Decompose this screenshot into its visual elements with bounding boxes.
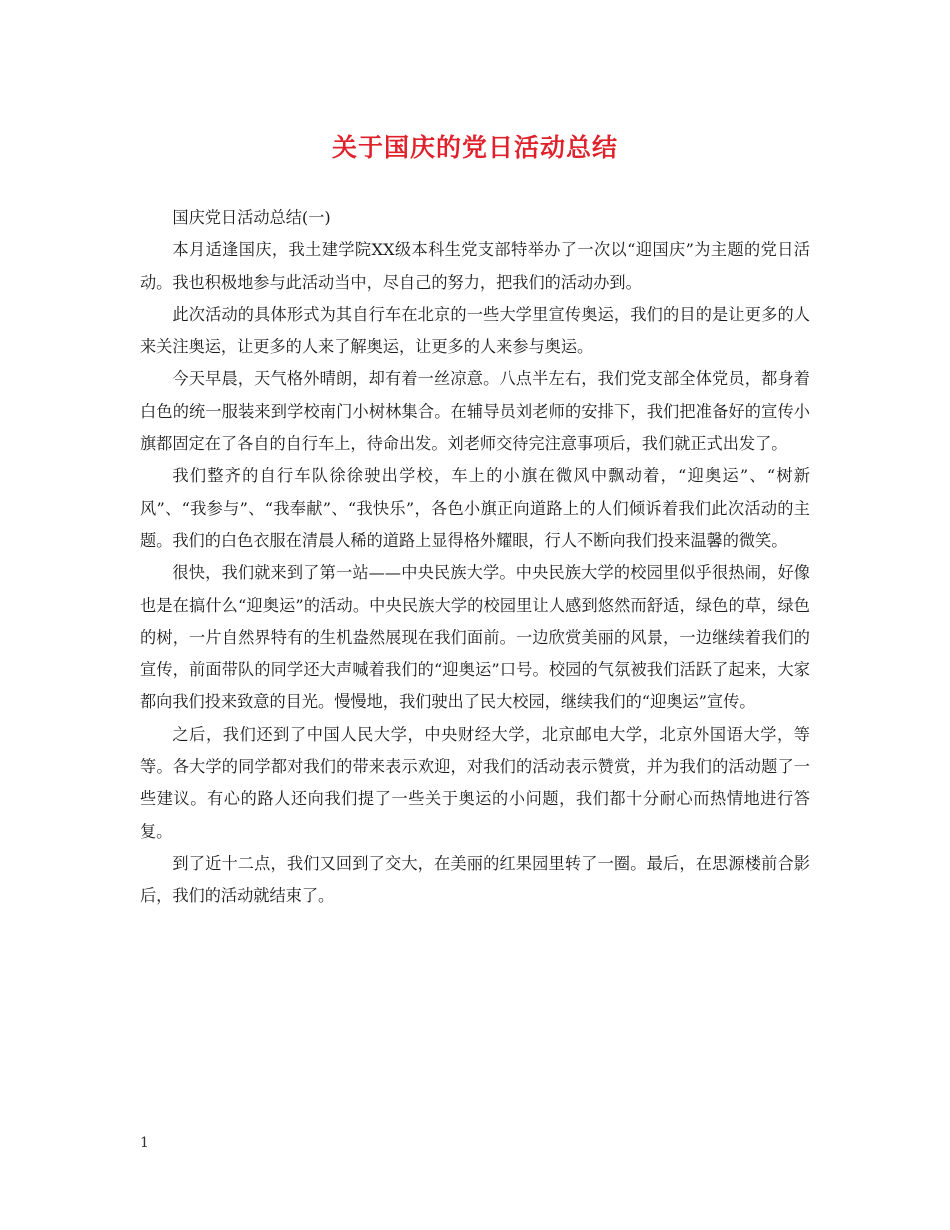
- paragraph: 很快，我们就来到了第一站——中央民族大学。中央民族大学的校园里似乎很热闹，好像也是在搞什么“迎奥运”的活动。中央民族大学的校园里让人感到悠然而舒适，绿色的草，绿色的树，一片自然界特有的生机盎然展现在我们面前。一边欣赏美丽的风景，一边继续着我们的宣传，前面带队的同学还大声喊着我们的“迎奥运”口号。校园的气氛被我们活跃了起来，大家都向我们投来致意的目光。慢慢地，我们驶出了民大校园，继续我们的“迎奥运”宣传。: [140, 563, 810, 712]
- paragraph: 本月适逢国庆，我土建学院XX级本科生党支部特举办了一次以“迎国庆”为主题的党日活动。我也积极地参与此活动当中，尽自己的努力，把我们的活动办到。: [140, 240, 810, 292]
- paragraph: 我们整齐的自行车队徐徐驶出学校，车上的小旗在微风中飘动着，“迎奥运”、“树新风”、“我参与”、“我奉献”、“我快乐”，各色小旗正向道路上的人们倾诉着我们此次活动的主题。我们的白色衣服在清晨人稀的道路上显得格外耀眼，行人不断向我们投来温馨的微笑。: [140, 466, 810, 550]
- document-body: [140, 202, 810, 913]
- paragraph: 今天早晨，天气格外晴朗，却有着一丝凉意。八点半左右，我们党支部全体党员，都身着白色的统一服装来到学校南门小树林集合。在辅导员刘老师的安排下，我们把准备好的宣传小旗都固定在了各自的自行车上，待命出发。刘老师交待完注意事项后，我们就正式出发了。: [140, 369, 810, 454]
- paragraph-subtitle: 国庆党日活动总结(一): [172, 208, 331, 227]
- paragraph: 之后，我们还到了中国人民大学，中央财经大学，北京邮电大学，北京外国语大学，等等。各大学的同学都对我们的带来表示欢迎，对我们的活动表示赞赏，并为我们的活动题了一些建议。有心的路人还向我们提了一些关于奥运的小问题，我们都十分耐心而热情地进行答复。: [140, 724, 810, 841]
- document-title: 关于国庆的党日活动总结: [331, 133, 618, 162]
- page-number: 1: [140, 1135, 149, 1151]
- paragraph: 此次活动的具体形式为其自行车在北京的一些大学里宣传奥运，我们的目的是让更多的人来关注奥运，让更多的人来了解奥运，让更多的人来参与奥运。: [140, 304, 810, 357]
- paragraph: 到了近十二点，我们又回到了交大，在美丽的红果园里转了一圈。最后，在思源楼前合影后，我们的活动就结束了。: [140, 853, 810, 906]
